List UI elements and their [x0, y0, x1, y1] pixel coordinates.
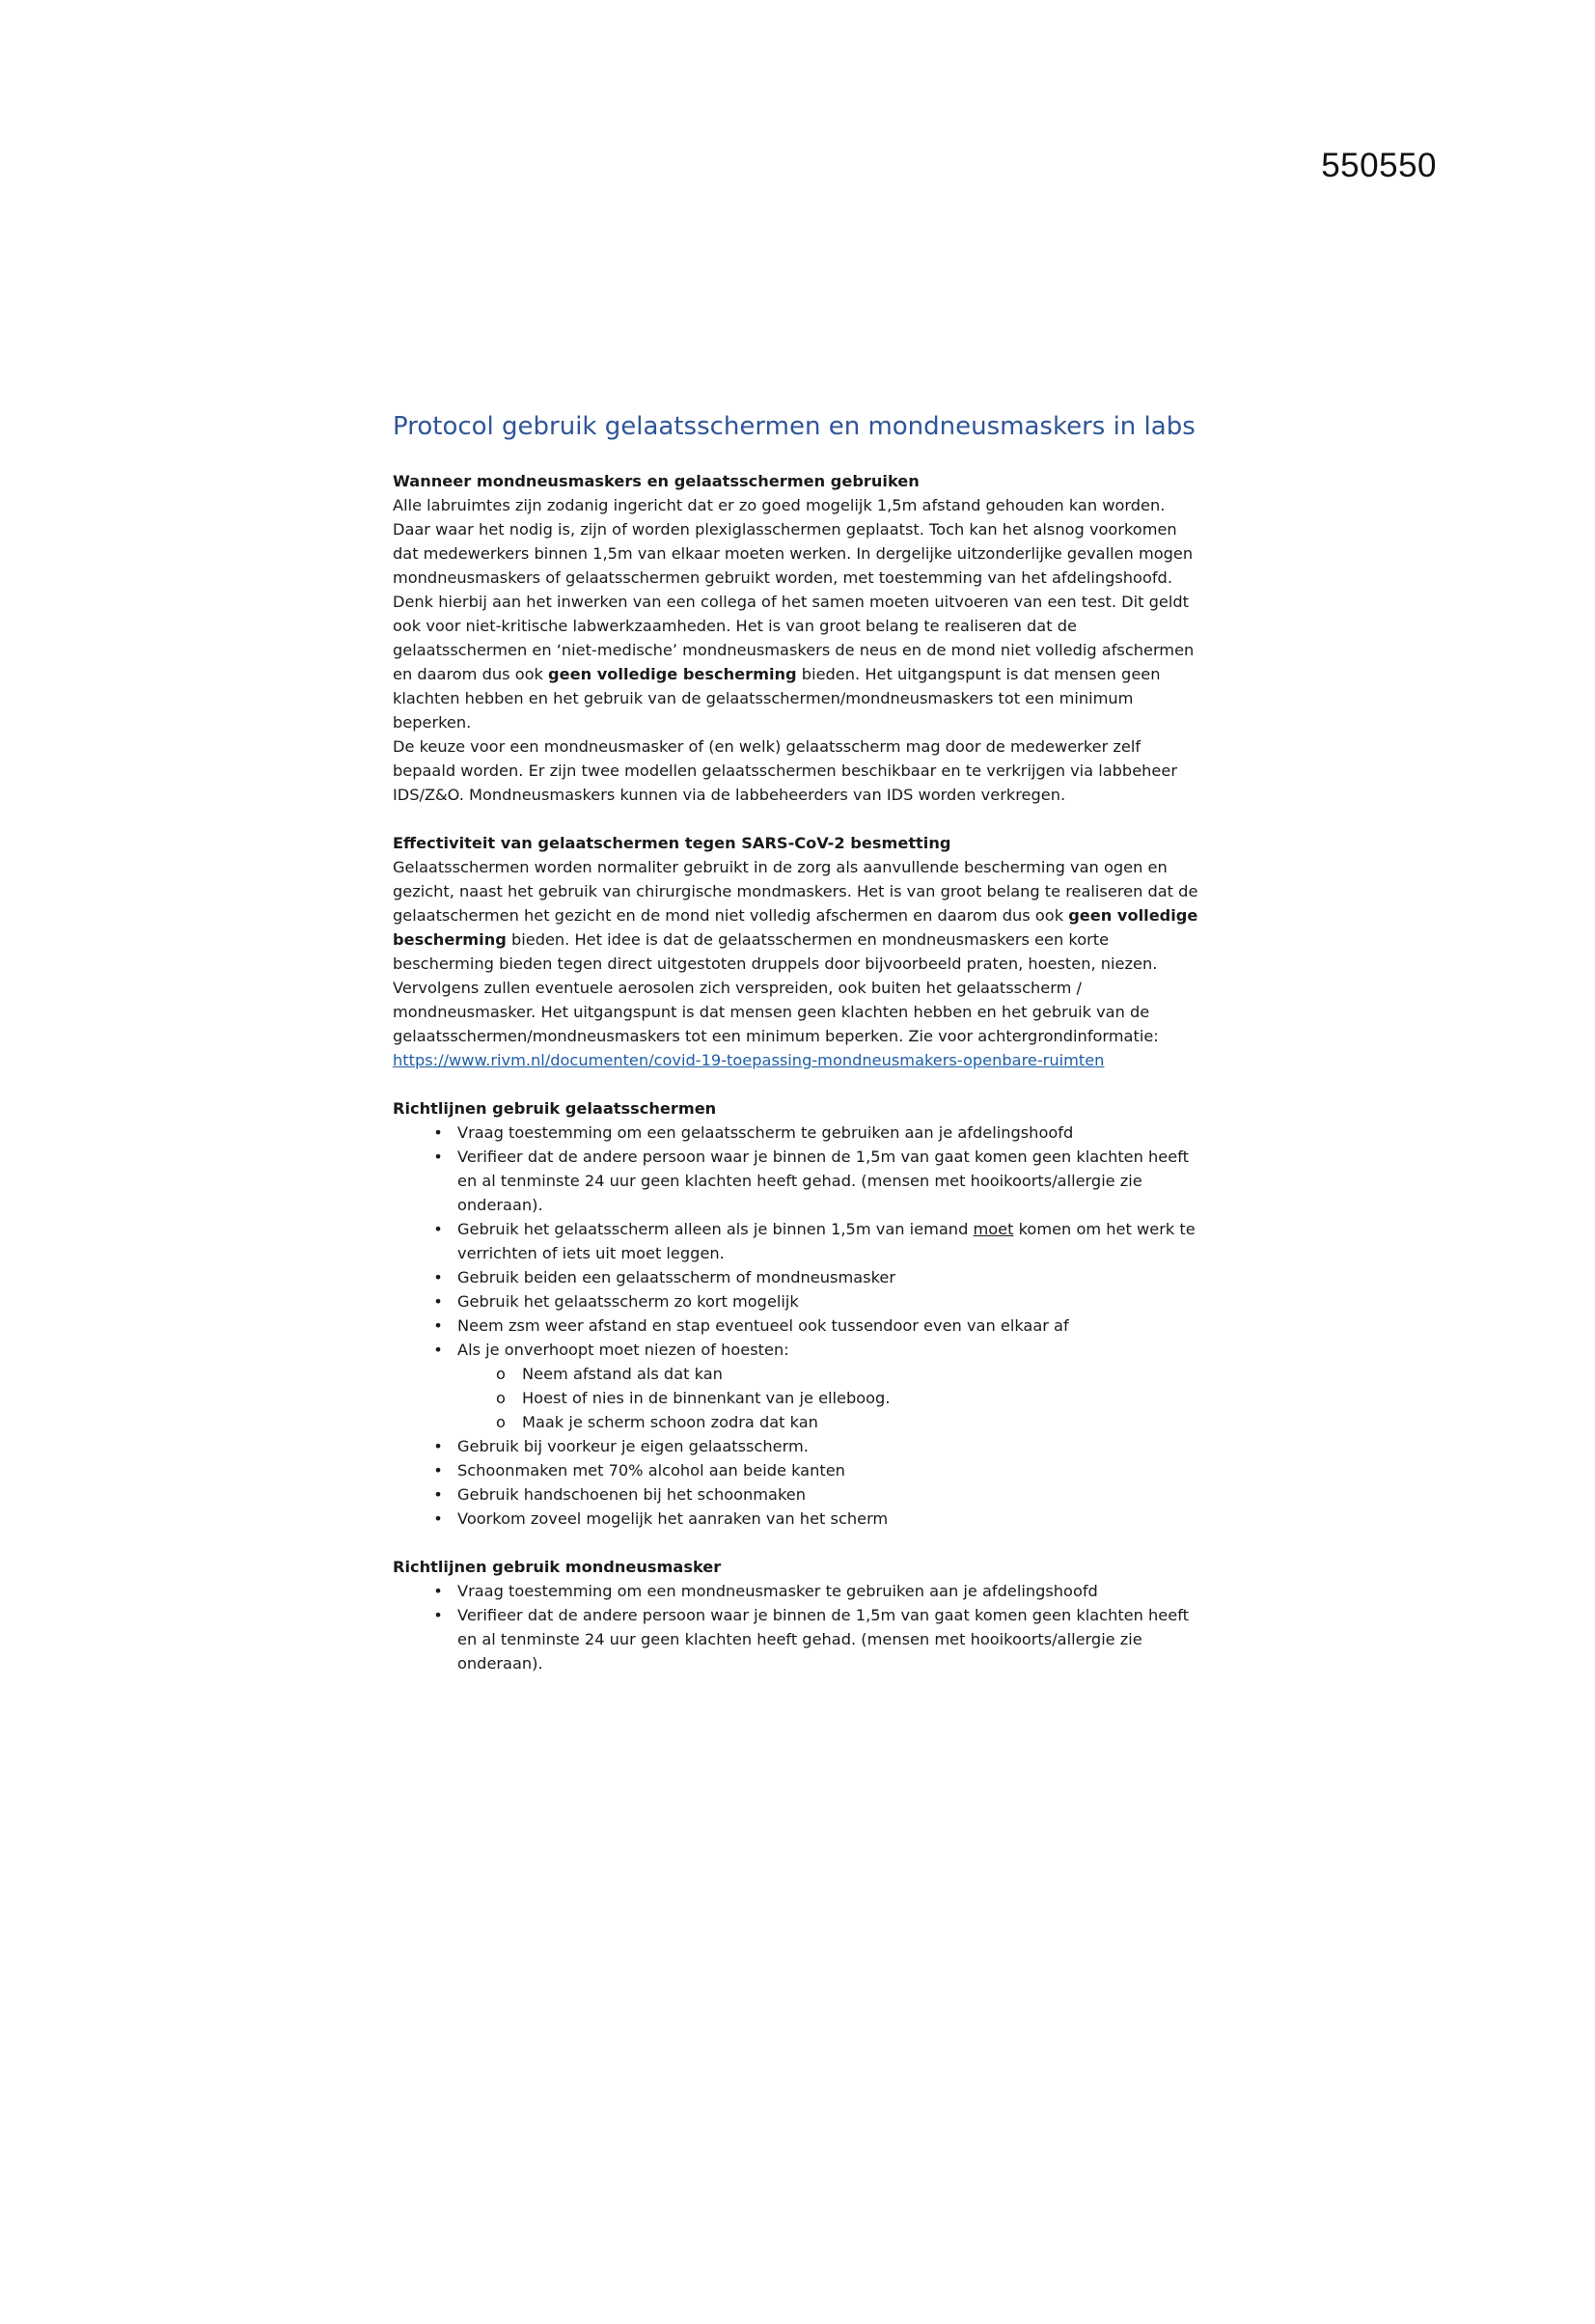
list-item: • Als je onverhoopt moet niezen of hoesten: o Neem afstand als dat kan o Hoest of nies in de binnenkant van je elleboog. o Maak je scherm schoon zodra dat kan [457, 1338, 1203, 1434]
list-item: • Gebruik bij voorkeur je eigen gelaatsscherm. [457, 1434, 1203, 1458]
bullet-icon: • [433, 1148, 443, 1166]
bullet-icon: • [433, 1268, 443, 1286]
section-heading: Wanneer mondneusmaskers en gelaatsschermen gebruiken [393, 472, 920, 490]
list-item: • Gebruik het gelaatsscherm zo kort mogelijk [457, 1289, 1203, 1314]
bullet-icon: • [433, 1509, 443, 1528]
bullet-icon: • [433, 1437, 443, 1455]
paragraph-text: Alle labruimtes zijn zodanig ingericht dat er zo goed mogelijk 1,5m afstand gehouden kan worden. Daar waar het nodig is, zijn of worden plexiglasschermen geplaatst. Toch kan het alsnog voorkomen dat medewerkers binnen 1,5m van elkaar moeten werken. In dergelijke uitzonderlijke gevallen mogen mondneusmaskers of gelaatsschermen gebruikt worden, met toestemming van het afdelingshoofd. Denk hierbij aan het inwerken van een collega of het samen moeten uitvoeren van een test. Dit geldt ook voor niet-kritische labwerkzaamheden. Het is van groot belang te realiseren dat de gelaatsschermen en ‘niet-medische’ mondneusmaskers de neus en de mond niet volledig afschermen en daarom dus ook [393, 496, 1195, 683]
guideline-list [393, 1120, 1203, 1531]
bullet-icon: • [433, 1220, 443, 1238]
sub-list-item: o Maak je scherm schoon zodra dat kan [522, 1410, 1203, 1434]
section-when-to-use [393, 469, 1203, 807]
document-number: 550550 [1321, 147, 1437, 184]
list-item: • Voorkom zoveel mogelijk het aanraken van het scherm [457, 1507, 1203, 1531]
circle-bullet-icon: o [496, 1365, 506, 1383]
document-title: Protocol gebruik gelaatsschermen en mondneusmaskers in labs [393, 412, 1196, 441]
section-heading: Effectiviteit van gelaatschermen tegen SARS-CoV-2 besmetting [393, 834, 951, 852]
paragraph [393, 493, 1203, 734]
section-heading: Richtlijnen gebruik mondneusmasker [393, 1558, 722, 1576]
section-mask-guidelines [393, 1555, 1203, 1675]
list-item: • Gebruik beiden een gelaatsscherm of mondneusmasker [457, 1265, 1203, 1289]
bullet-icon: • [433, 1606, 443, 1624]
rivm-link[interactable]: https://www.rivm.nl/documenten/covid-19-toepassing-mondneusmakers-openbare-ruimten [393, 1051, 1105, 1069]
section-effectiveness [393, 831, 1203, 1072]
bullet-icon: • [433, 1292, 443, 1311]
list-item: • Gebruik handschoenen bij het schoonmaken [457, 1482, 1203, 1507]
paragraph-text: Gelaatsschermen worden normaliter gebruikt in de zorg als aanvullende bescherming van ogen en gezicht, naast het gebruik van chirurgische mondmaskers. Het is van groot belang te realiseren dat de gelaatschermen het gezicht en de mond niet volledig afschermen en daarom dus ook [393, 858, 1198, 925]
bold-text: geen volledige bescherming [548, 665, 797, 683]
list-item: • Vraag toestemming om een gelaatsscherm te gebruiken aan je afdelingshoofd [457, 1120, 1203, 1145]
list-item: • Neem zsm weer afstand en stap eventueel ook tussendoor even van elkaar af [457, 1314, 1203, 1338]
list-item: • Schoonmaken met 70% alcohol aan beide kanten [457, 1458, 1203, 1482]
list-item: • Verifieer dat de andere persoon waar je binnen de 1,5m van gaat komen geen klachten heeft en al tenminste 24 uur geen klachten heeft gehad. (mensen met hooikoorts/allergie zie onderaan). [457, 1145, 1203, 1217]
bullet-icon: • [433, 1485, 443, 1504]
bullet-icon: • [433, 1123, 443, 1142]
section-heading: Richtlijnen gebruik gelaatsschermen [393, 1099, 717, 1118]
underlined-text: moet [973, 1220, 1014, 1238]
circle-bullet-icon: o [496, 1389, 506, 1407]
sub-list [457, 1362, 1203, 1434]
guideline-list [393, 1579, 1203, 1675]
list-item: • Vraag toestemming om een mondneusmasker te gebruiken aan je afdelingshoofd [457, 1579, 1203, 1603]
sub-list-item: o Neem afstand als dat kan [522, 1362, 1203, 1386]
sub-list-item: o Hoest of nies in de binnenkant van je elleboog. [522, 1386, 1203, 1410]
paragraph [393, 855, 1203, 1072]
bullet-icon: • [433, 1341, 443, 1359]
bullet-icon: • [433, 1461, 443, 1480]
paragraph-text: bieden. Het uitgangspunt is dat mensen geen klachten hebben en het gebruik van de gelaatsschermen/mondneusmaskers tot een minimum beperken. [393, 665, 1161, 732]
circle-bullet-icon: o [496, 1413, 506, 1431]
bullet-icon: • [433, 1316, 443, 1335]
paragraph-text: bieden. Het idee is dat de gelaatsschermen en mondneusmaskers een korte bescherming bieden tegen direct uitgestoten druppels door bijvoorbeeld praten, hoesten, niezen. Vervolgens zullen eventuele aerosolen zich verspreiden, ook buiten het gelaatsscherm / mondneusmasker. Het uitgangspunt is dat mensen geen klachten hebben en het gebruik van de gelaatsschermen/mondneusmaskers tot een minimum beperken. Zie voor achtergrondinformatie: [393, 930, 1159, 1045]
document-body [393, 410, 1203, 1700]
paragraph: De keuze voor een mondneusmasker of (en welk) gelaatsscherm mag door de medewerker zelf bepaald worden. Er zijn twee modellen gelaatsschermen beschikbaar en te verkrijgen via labbeheer IDS/Z&O. Mondneusmaskers kunnen via de labbeheerders van IDS worden verkregen. [393, 737, 1178, 804]
section-face-shield-guidelines [393, 1096, 1203, 1531]
bold-text: geen volledige bescherming [393, 906, 1198, 949]
bullet-icon: • [433, 1582, 443, 1600]
list-item: • Gebruik het gelaatsscherm alleen als je binnen 1,5m van iemand moet komen om het werk te verrichten of iets uit moet leggen. [457, 1217, 1203, 1265]
list-item: • Verifieer dat de andere persoon waar je binnen de 1,5m van gaat komen geen klachten heeft en al tenminste 24 uur geen klachten heeft gehad. (mensen met hooikoorts/allergie zie onderaan). [457, 1603, 1203, 1675]
